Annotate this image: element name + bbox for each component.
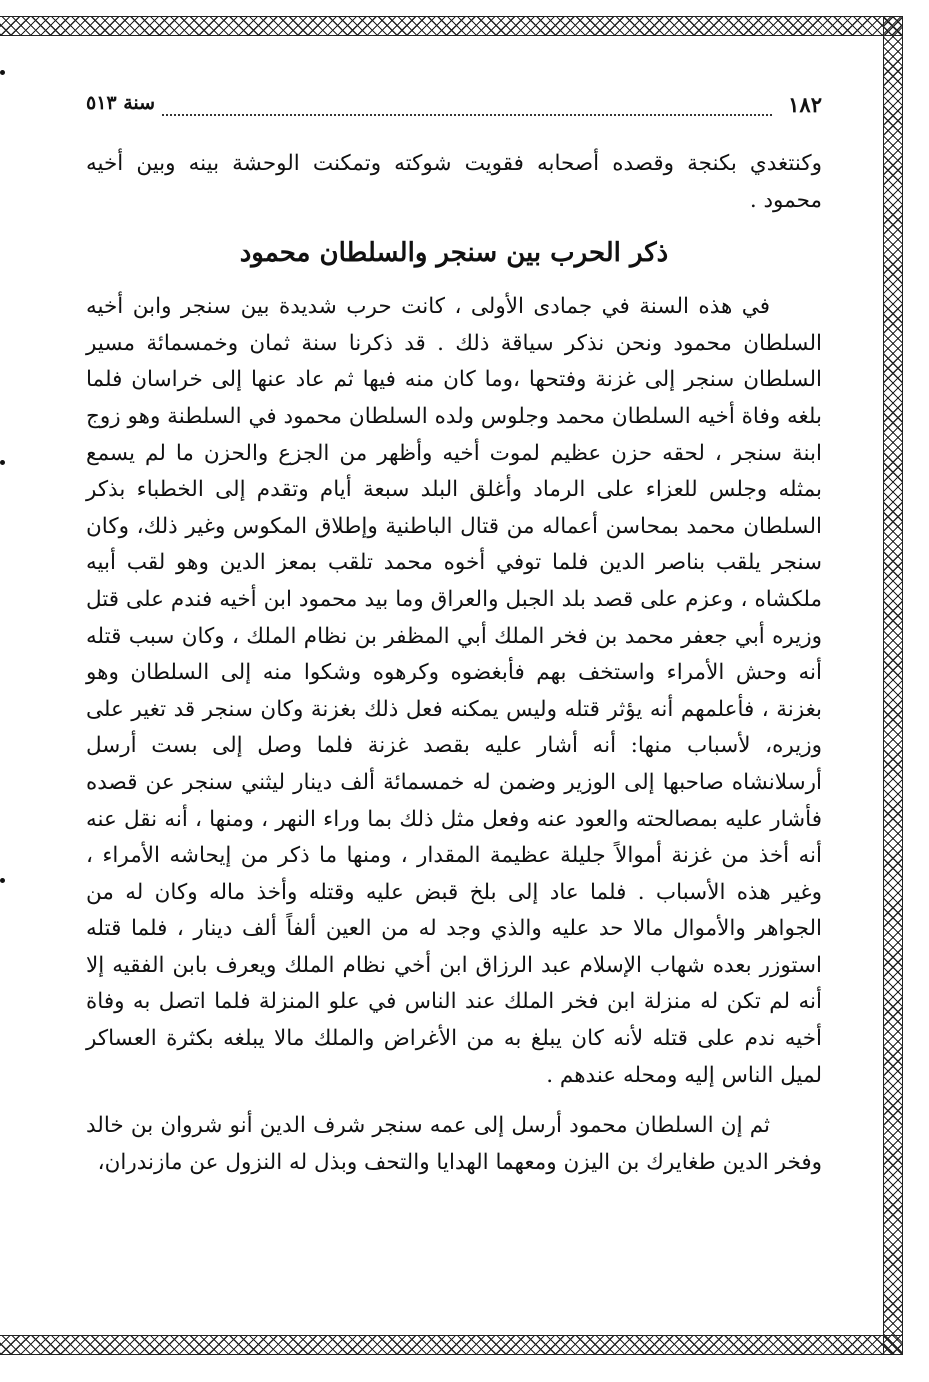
ornamental-border-bottom [0,1335,903,1355]
ornamental-border-top [0,16,903,36]
page-number: ١٨٢ [788,92,822,117]
running-header [86,92,822,126]
ornamental-border-right [883,16,903,1355]
margin-mark [0,460,5,465]
section-heading: ذكر الحرب بين سنجر والسلطان محمود [239,238,669,269]
year-label: سنة ٥١٣ [86,92,156,114]
text-column [86,146,822,1181]
margin-mark [0,878,5,883]
main-paragraph: في هذه السنة في جمادى الأولى ، كانت حرب شديدة بين سنجر وابن أخيه السلطان محمود ونحن نذكر سياقة ذلك . قد ذكرنا سنة ثمان وخمسمائة مسير السلطان سنجر إلى غزنة وفتحها ،وما كان منه فيها ثم عاد عنها إلى خراسان فلما بلغه وفاة أخيه السلطان محمد وجلوس ولده السلطان محمود في السلطنة وهو زوج ابنة سنجر ، لحقه حزن عظيم لموت أخيه وأظهر من الجزع والحزن ما لم يسمع بمثله وجلس للعزاء على الرماد وأغلق البلد سبعة أيام وتقدم إلى الخطباء بذكر السلطان محمد بمحاسن أعماله من قتال الباطنية وإطلاق المكوس وغير ذلك، وكان سنجر يلقب بناصر الدين فلما توفي أخوه محمد تلقب بمعز الدين وهو لقب أبيه ملكشاه ، وعزم على قصد بلد الجبل والعراق وما بيد محمود ابن أخيه فندم على قتل وزيره أبي جعفر محمد بن فخر الملك أبي المظفر بن نظام الملك ، وكان سبب قتله أنه وحش الأمراء واستخف بهم فأبغضوه وكرهوه وشكوا منه إلى السلطان وهو بغزنة ، فأعلمهم أنه يؤثر قتله وليس يمكنه فعل ذلك بغزنة وكان سنجر قد تغير على وزيره، لأسباب منها: أنه أشار عليه بقصد غزنة فلما وصل إلى بست أرسل أرسلانشاه صاحبها إلى الوزير وضمن له خمسمائة ألف دينار ليثني سنجر عن قصده فأشار عليه بمصالحته والعود عنه وفعل مثل ذلك بما وراء النهر ، ومنها ، أنه نقل عنه أنه أخذ من غزنة أموالاً جليلة عظيمة المقدار ، ومنها ما ذكر من إيحاشه الأمراء ، وغير هذه الأسباب . فلما عاد إلى بلخ قبض عليه وقتله وأخذ ماله وكان له من الجواهر والأموال مالا حد عليه والذي وجد له من العين ألفاً ألف دينار ، فلما قتله استوزر بعده شهاب الإسلام عبد الرزاق ابن أخي نظام الملك ويعرف بابن الفقيه إلا أنه لم تكن له منزلة ابن فخر الملك عند الناس في علو المنزلة فلما اتصل به وفاة أخيه ندم على قتله لأنه كان يبلغ به من الأغراض والملك مالا يبلغه بكثرة العساكر لميل الناس إليه ومحله عندهم . [86,294,822,1088]
header-dotted-leader [162,114,772,116]
margin-mark [0,70,5,75]
intro-paragraph: وكنتغدي بكنجة وقصده أصحابه فقويت شوكته وتمكنت الوحشة بينه وبين أخيه محمود . [86,151,822,213]
closing-paragraph: ثم إن السلطان محمود أرسل إلى عمه سنجر شرف الدين أنو شروان بن خالد وفخر الدين طغايرك بن اليزن ومعهما الهدايا والتحف وبذل له النزول عن مازندران، [86,1113,822,1175]
